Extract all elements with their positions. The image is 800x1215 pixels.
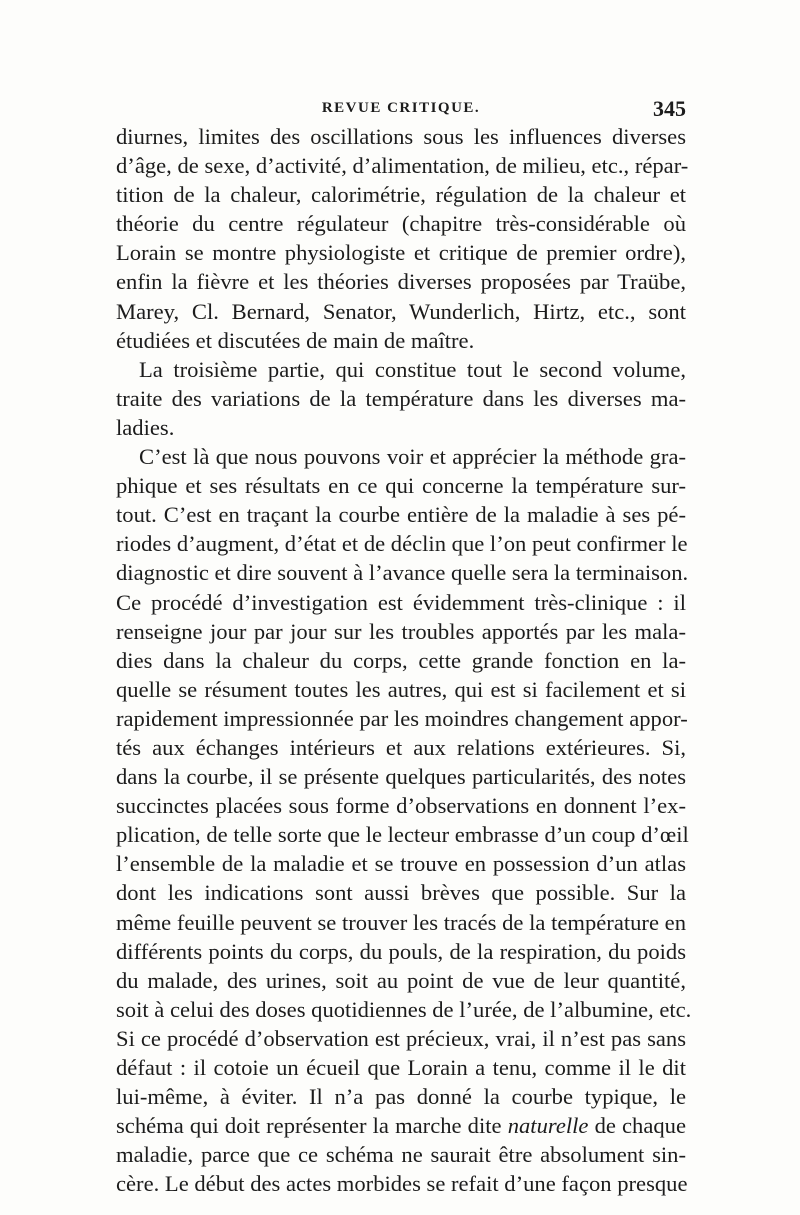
text-line: étudiées et discutées de main de maître. (116, 327, 475, 353)
italic-word: naturelle (507, 1113, 589, 1139)
text-line: ladies. (116, 414, 175, 440)
text-line: maladie, parce que ce schéma ne saurait être absolument sin- (116, 1142, 686, 1168)
text-line: traite des variations de la température dans les diverses ma- (116, 385, 686, 411)
text-line: Marey, Cl. Bernard, Senator, Wunderlich, Hirtz, etc., sont (116, 298, 686, 324)
text-line-with-italic (116, 1111, 686, 1140)
text-line: soit à celui des doses quotidiennes de l’urée, de l’albumine, etc. (116, 996, 692, 1022)
text-line: tout. C’est en traçant la courbe entière de la maladie à ses pé- (116, 502, 686, 528)
text-line: riodes d’augment, d’état et de déclin que l’on peut confirmer le (116, 531, 688, 557)
text-line: renseigne jour par jour sur les troubles apportés par les mala- (116, 618, 686, 644)
text-line: d’âge, de sexe, d’activité, d’alimentation, de milieu, etc., répar- (116, 153, 689, 179)
text-line: diurnes, limites des oscillations sous les influences diverses (116, 124, 686, 149)
text-line: quelle se résument toutes les autres, qui est si facilement et si (116, 676, 686, 702)
text-line: lui-même, à éviter. Il n’a pas donné la courbe typique, le (116, 1084, 686, 1110)
body-text (116, 122, 692, 1198)
running-title: REVUE CRITIQUE. (321, 100, 481, 116)
text-line: Ce procédé d’investigation est évidemment très-clinique : il (116, 589, 686, 615)
text-line: théorie du centre régulateur (chapitre très-considérable où (116, 211, 686, 237)
text-line: plication, de telle sorte que le lecteur embrasse d’un coup d’œil (116, 822, 689, 848)
text-line: tés aux échanges intérieurs et aux relations extérieures. Si, (116, 734, 686, 760)
text-line: cère. Le début des actes morbides se refait d’une façon presque (116, 1171, 688, 1197)
paragraph-start-line: La troisième partie, qui constitue tout le second volume, (139, 356, 686, 382)
text-line: succinctes placées sous forme d’observations en donnent l’ex- (116, 793, 686, 819)
text-line: dont les indications sont aussi brèves que possible. Sur la (116, 880, 686, 906)
text-line: rapidement impressionnée par les moindres changement appor- (116, 705, 688, 731)
text-segment: schéma qui doit représenter la marche dite (116, 1113, 502, 1139)
text-line: dies dans la chaleur du corps, cette grande fonction en la- (116, 647, 686, 673)
text-line: même feuille peuvent se trouver les tracés de la température en (116, 909, 686, 935)
text-line: différents points du corps, du pouls, de la respiration, du poids (116, 938, 686, 964)
text-line: dans la courbe, il se présente quelques particularités, des notes (116, 764, 686, 790)
text-line: l’ensemble de la maladie et se trouve en possession d’un atlas (116, 851, 686, 877)
text-line: phique et ses résultats en ce qui concerne la température sur- (116, 473, 686, 499)
text-line: tition de la chaleur, calorimétrie, régulation de la chaleur et (116, 182, 686, 208)
text-line: Si ce procédé d’observation est précieux, vrai, il n’est pas sans (116, 1025, 686, 1051)
paragraph-start-line: C’est là que nous pouvons voir et apprécier la méthode gra- (139, 444, 686, 470)
page-number: 345 (653, 96, 686, 121)
text-line: défaut : il cotoie un écueil que Lorain a tenu, comme il le dit (116, 1055, 686, 1080)
text-line: du malade, des urines, soit au point de vue de leur quantité, (116, 967, 686, 993)
text-segment: de chaque (588, 1113, 686, 1139)
text-line: Lorain se montre physiologiste et critique de premier ordre), (116, 240, 686, 266)
text-line: enfin la fièvre et les théories diverses proposées par Traübe, (116, 269, 686, 295)
text-line: diagnostic et dire souvent à l’avance quelle sera la terminaison. (116, 560, 689, 586)
